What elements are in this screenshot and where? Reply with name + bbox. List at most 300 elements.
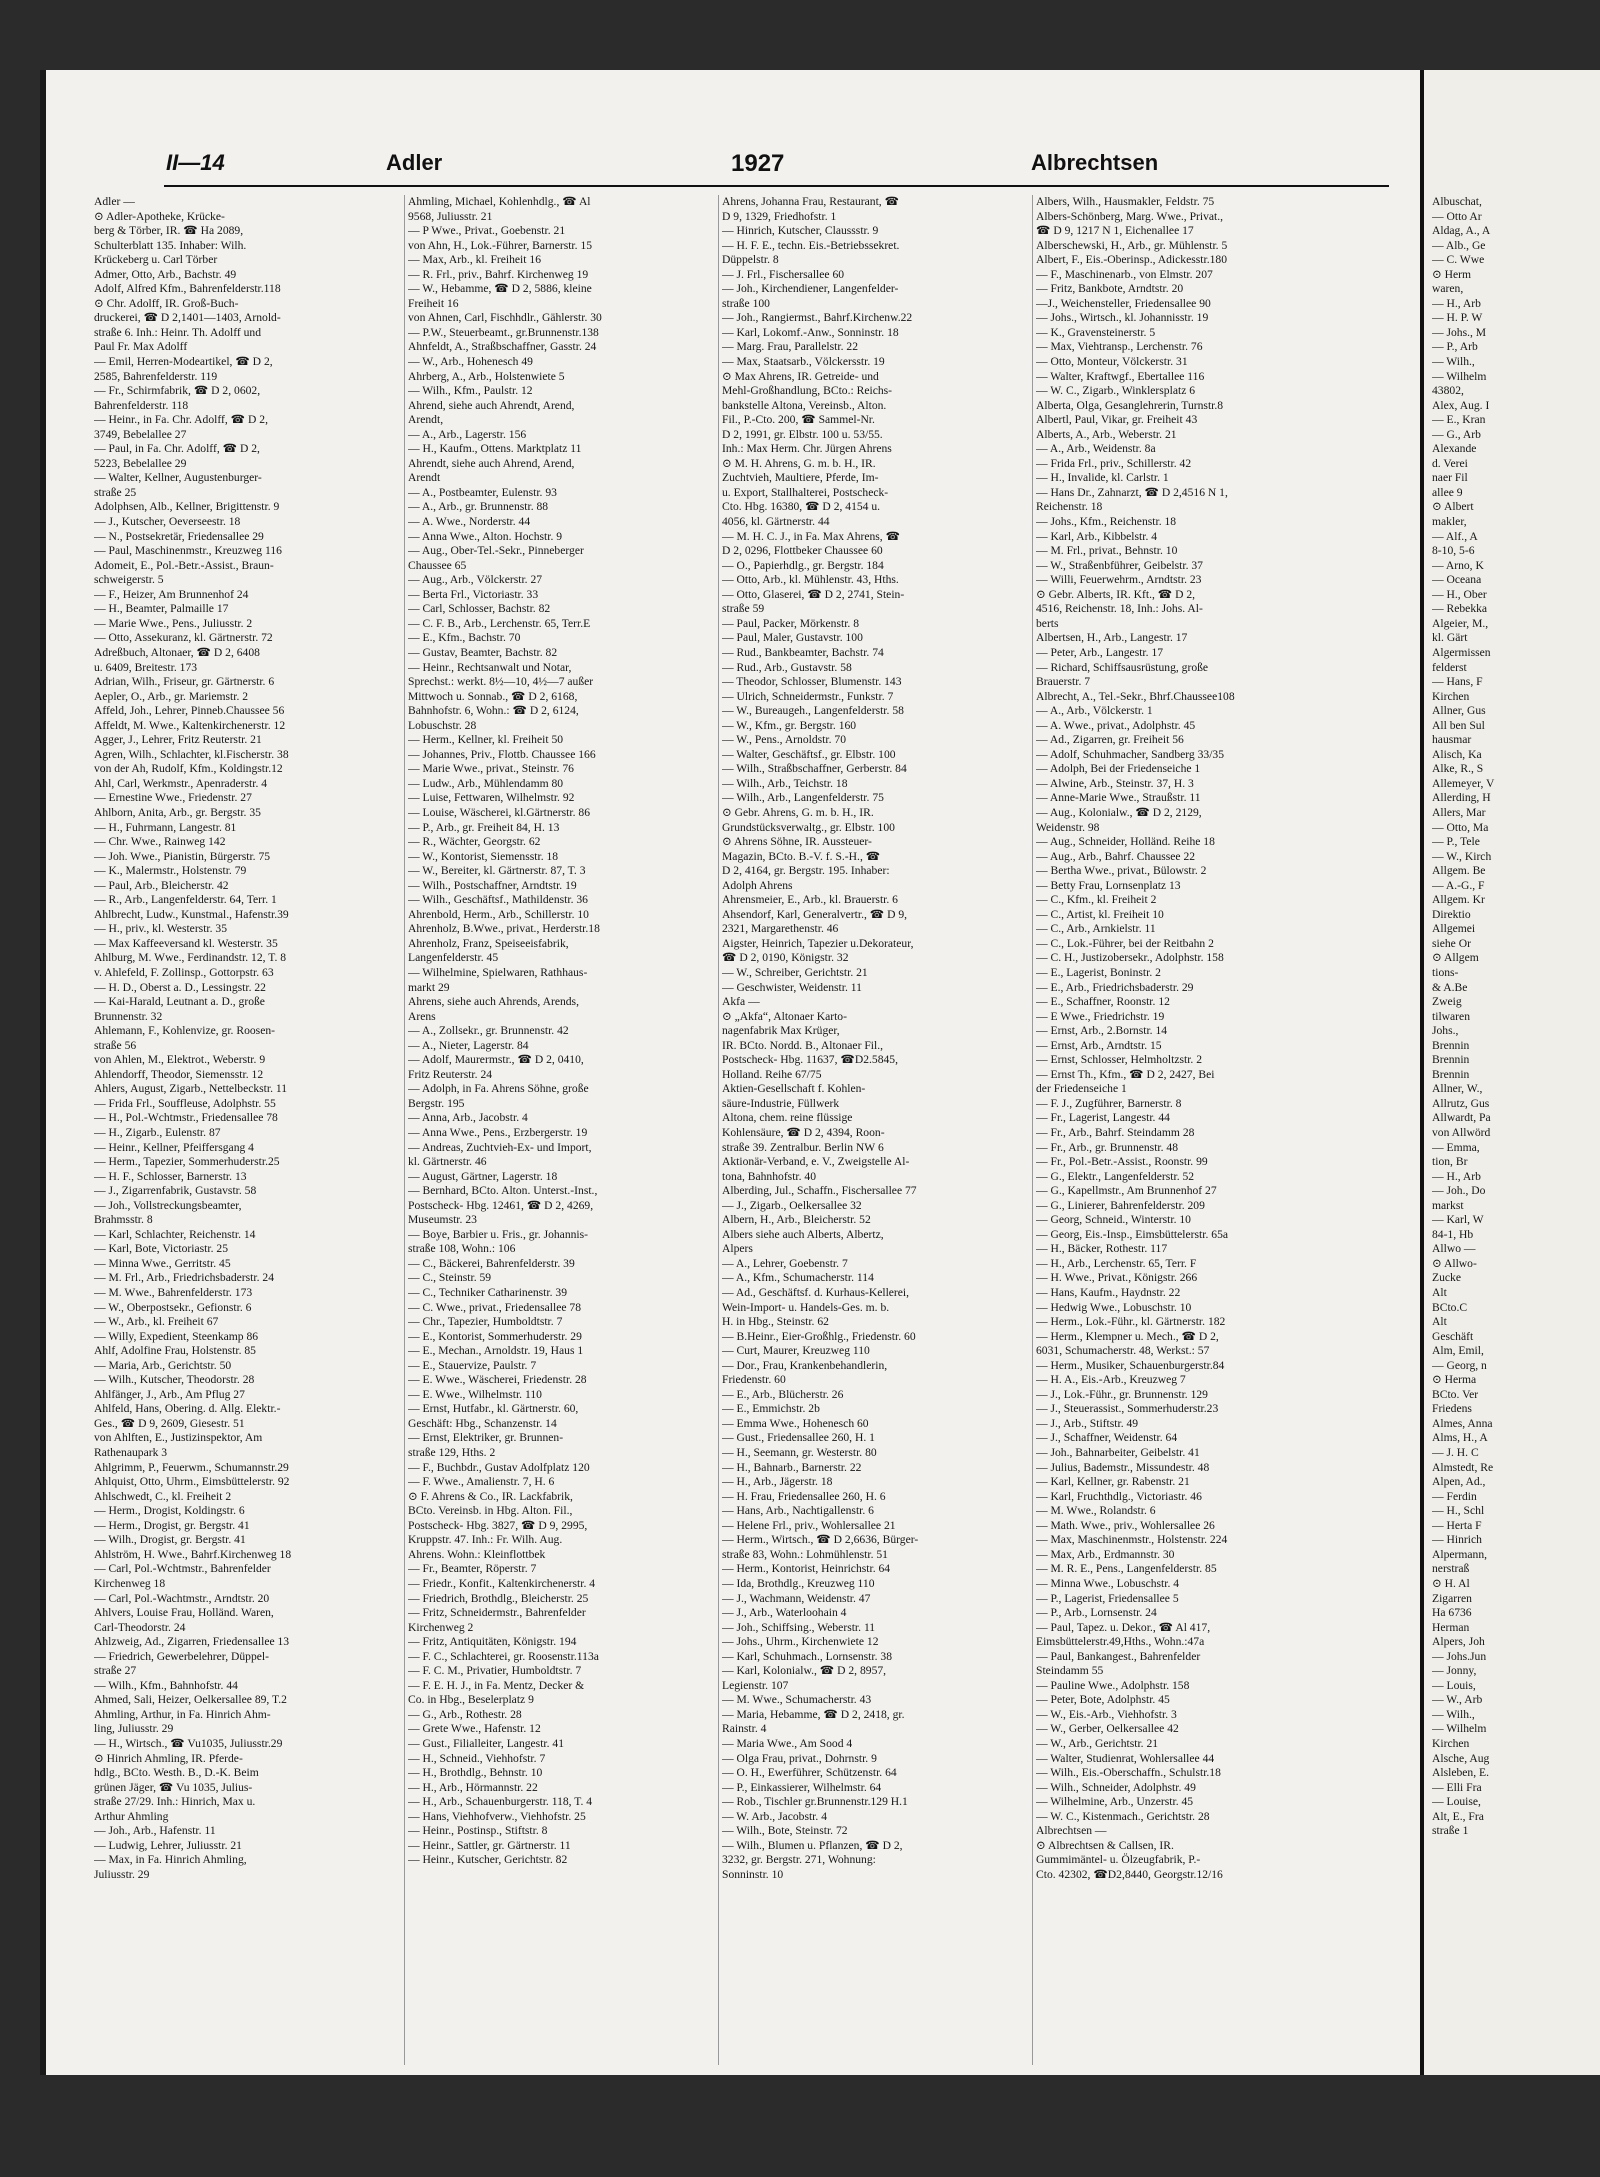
directory-entry-line: markt 29 [408,980,450,994]
directory-entry-line: Sprechst.: werkt. 8½—10, 4½—7 außer [408,675,594,689]
adjacent-entry-fragment: — Rebekka [1432,602,1488,616]
adjacent-entry-fragment: Allrutz, Gus [1432,1096,1490,1110]
directory-entry-line: — Kai-Harald, Leutnant a. D., große [94,995,265,1009]
adjacent-entry-fragment: Alt, E., Fra [1432,1809,1484,1823]
adjacent-page-column [1432,195,1600,1839]
directory-entry-line: — Aug., Arb., Bahrf. Chaussee 22 [1036,849,1196,863]
directory-entry-line: — Otto, Glaserei, ☎ D 2, 2741, Stein- [722,587,905,601]
directory-entry-line: — N., Postsekretär, Friedensallee 29 [94,529,264,543]
directory-entry-line: — Karl, Schuhmach., Lornsenstr. 38 [722,1649,893,1663]
directory-entry-line: Ahrens, Johanna Frau, Restaurant, ☎ [722,195,900,208]
directory-entry-line: — W., Pens., Arnoldstr. 70 [722,733,847,747]
directory-entry-line: — Marie Wwe., Pens., Juliusstr. 2 [94,616,253,630]
directory-entry-line: Postscheck- Hbg. 11637, ☎D2.5845, [722,1053,898,1067]
directory-entry-line: — Marie Wwe., privat., Steinstr. 76 [408,762,574,776]
directory-entry-line: — Helene Frl., priv., Wohlersallee 21 [722,1518,896,1532]
directory-entry-line: — Hans, Arb., Nachtigallenstr. 6 [722,1504,874,1518]
directory-entry-line: Ges., ☎ D 9, 2609, Giesestr. 51 [94,1416,245,1430]
directory-entry-line: 2585, Bahrenfelderstr. 119 [94,369,218,383]
directory-entry-line: Adrian, Wilh., Friseur, gr. Gärtnerstr. 6 [94,675,275,689]
directory-entry-line: Ahlendorff, Theodor, Siemensstr. 12 [94,1067,264,1081]
directory-entry-line: — E., Mechan., Arnoldstr. 19, Haus 1 [408,1344,584,1358]
directory-entry-line: — Wilh., Kfm., Bahnhofstr. 44 [94,1678,238,1692]
directory-entry-line: — Frida Frl., priv., Schillerstr. 42 [1036,456,1192,470]
directory-entry-line: — H., Kaufm., Ottens. Marktplatz 11 [408,442,582,456]
directory-entry-line: — W. Arb., Jacobstr. 4 [722,1809,827,1823]
directory-entry-line: BCto. Vereinsb. in Hbg. Alton. Fil., [408,1504,573,1518]
directory-entry-line: straße 39. Zentralbur. Berlin NW 6 [722,1140,884,1154]
directory-entry-line: — Walter, Studienrat, Wohlersallee 44 [1036,1751,1215,1765]
directory-entry-line: — A., Arb., Lagerstr. 156 [408,427,527,441]
directory-entry-line: — Bertha Wwe., privat., Bülowstr. 2 [1036,864,1207,878]
directory-entry-line: — E Wwe., Friedrichstr. 19 [1036,1009,1165,1023]
directory-entry-line: — K., Malermstr., Holstenstr. 79 [94,864,247,878]
directory-entry-line: — E., Kontorist, Sommerhuderstr. 29 [408,1329,582,1343]
adjacent-entry-fragment: ⊙ H. Al [1432,1576,1470,1590]
directory-entry-line: — Heinr., Rechtsanwalt und Notar, [408,660,572,674]
directory-entry-line: ⊙ M. H. Ahrens, G. m. b. H., IR. [722,456,876,470]
directory-entry-line: — Ernestine Wwe., Friedenstr. 27 [94,791,252,805]
directory-entry-line: — H., Arb., Jägerstr. 18 [722,1475,833,1489]
adjacent-page-edge [1420,70,1600,2075]
directory-entry-line: — Paul, Maler, Gustavstr. 100 [722,631,863,645]
directory-entry-line: — P Wwe., Privat., Goebenstr. 21 [408,224,566,238]
adjacent-entry-fragment: Alsleben, E. [1432,1766,1489,1780]
directory-entry-line: Weidenstr. 98 [1036,820,1100,834]
directory-entry-line: Ahlström, H. Wwe., Bahrf.Kirchenweg 18 [94,1547,292,1561]
directory-entry-line: — Otto, Monteur, Völckerstr. 31 [1036,355,1188,369]
directory-entry-line: — M. Frl., privat., Behnstr. 10 [1036,544,1178,558]
directory-entry-line: — Richard, Schiffsausrüstung, große [1036,660,1209,674]
directory-entry-line: — Minna Wwe., Lobuschstr. 4 [1036,1576,1180,1590]
page-number: II—14 [166,150,225,175]
directory-entry-line: — Johs., Wirtsch., kl. Johannisstr. 19 [1036,311,1209,325]
adjacent-entry-fragment: Allner, Gus [1432,704,1486,718]
adjacent-entry-fragment: Allgemei [1432,922,1476,936]
adjacent-entry-fragment: Allemeyer, V [1432,776,1495,790]
directory-entry-line: — J., Steuerassist., Sommerhuderstr.23 [1036,1402,1219,1416]
directory-entry-line: 2321, Margarethenstr. 46 [722,922,839,936]
directory-entry-line: — W., Kfm., gr. Bergstr. 160 [722,718,857,732]
directory-entry-line: — J., Schaffner, Weidenstr. 64 [1036,1431,1178,1445]
directory-entry-line: — Wilh., Drogist, gr. Bergstr. 41 [94,1533,246,1547]
directory-entry-line: Ahlborn, Anita, Arb., gr. Bergstr. 35 [94,805,261,819]
directory-entry-line: —J., Weichensteller, Friedensallee 90 [1036,296,1211,310]
directory-entry-line: Albers siehe auch Alberts, Albertz, [722,1227,884,1241]
directory-entry-line: Brauerstr. 7 [1036,675,1091,689]
directory-entry-line: — F. C., Schlachterei, gr. Roosenstr.113a [408,1649,599,1663]
directory-entry-line: — Ernst Th., Kfm., ☎ D 2, 2427, Bei [1036,1067,1215,1081]
directory-entry-line: Ahlburg, M. Wwe., Ferdinandstr. 12, T. 8 [94,951,287,965]
directory-entry-line: — Luise, Fettwaren, Wilhelmstr. 92 [408,791,575,805]
directory-entry-line: Albert, F., Eis.-Oberinsp., Adickesstr.180 [1036,253,1227,267]
directory-entry-line: straße 6. Inh.: Heinr. Th. Adolff und [94,325,262,339]
adjacent-entry-fragment: Kirchen [1432,689,1470,703]
directory-entry-line: — Friedrich, Brothdlg., Bleicherstr. 25 [408,1591,589,1605]
directory-entry-line: — Herm., Kontorist, Heinrichstr. 64 [722,1562,891,1576]
directory-entry-line: — Wilh., Kfm., Paulstr. 12 [408,384,533,398]
adjacent-entry-fragment: kl. Gärt [1432,631,1468,645]
adjacent-entry-fragment: ⊙ Herm [1432,267,1472,281]
directory-entry-line: — F. Wwe., Amalienstr. 7, H. 6 [408,1475,555,1489]
directory-entry-line: — Aug., Kolonialw., ☎ D 2, 2129, [1036,805,1202,819]
directory-entry-line: — W., Straßenbführer, Geibelstr. 37 [1036,558,1203,572]
directory-entry-line: — Fr., Lagerist, Langestr. 44 [1036,1111,1170,1125]
directory-entry-line: — Geschwister, Weidenstr. 11 [722,980,862,994]
directory-entry-line: Ahlbrecht, Ludw., Kunstmal., Hafenstr.39 [94,907,289,921]
adjacent-entry-fragment: — Elli Fra [1432,1780,1482,1794]
directory-entry-line: straße 27 [94,1664,137,1678]
directory-entry-line: straße 100 [722,296,770,310]
directory-entry-line: — W., Eis.-Arb., Viehhofstr. 3 [1036,1707,1177,1721]
directory-entry-line: — Aug., Arb., Völckerstr. 27 [408,573,543,587]
adjacent-entry-fragment: Alt [1432,1315,1447,1329]
directory-entry-line: Wein-Import- u. Handels-Ges. m. b. [722,1300,890,1314]
directory-entry-line: — Paul, Arb., Bleicherstr. 42 [94,878,229,892]
adjacent-entry-fragment: ⊙ Allgem [1432,951,1479,965]
directory-entry-line: Albrecht, A., Tel.-Sekr., Bhrf.Chaussee108 [1036,689,1235,703]
directory-entry-line: — C. H., Justizobersekr., Adolphstr. 158 [1036,951,1224,965]
adjacent-entry-fragment: Allgem. Be [1432,864,1486,878]
directory-entry-line: — Friedr., Konfit., Kaltenkirchenerstr. 4 [408,1576,596,1590]
directory-entry-line: — J., Kutscher, Oeverseestr. 18 [94,515,241,529]
directory-entry-line: Ahlvers, Louise Frau, Holländ. Waren, [94,1606,274,1620]
directory-entry-line: Reichenstr. 18 [1036,500,1103,514]
directory-entry-line: D 2, 0296, Flottbeker Chaussee 60 [722,544,883,558]
directory-entry-line: — Johannes, Priv., Flottb. Chaussee 166 [408,747,596,761]
directory-entry-line: Kirchenweg 2 [408,1620,474,1634]
directory-entry-line: Bergstr. 195 [408,1096,465,1110]
adjacent-entry-fragment: & A.Be [1432,980,1468,994]
adjacent-entry-fragment: — Joh., Do [1432,1184,1486,1198]
directory-entry-line: straße 56 [94,1038,137,1052]
directory-entry-line: — H., Zigarb., Eulenstr. 87 [94,1126,221,1139]
directory-entry-line: — Fritz, Bankbote, Arndtstr. 20 [1036,282,1184,296]
adjacent-entry-fragment: — Wilhelm [1432,369,1487,383]
directory-entry-line: Ahlfeld, Hans, Obering. d. Allg. Elektr.- [94,1402,281,1416]
directory-entry-line: — E. Wwe., Wäscherei, Friedenstr. 28 [408,1373,587,1387]
directory-entry-line: — W., Arb., kl. Freiheit 67 [94,1315,219,1329]
directory-entry-line: Bahnhofstr. 6, Wohn.: ☎ D 2, 6124, [408,704,579,718]
adjacent-entry-fragment: Albuschat, [1432,195,1482,208]
directory-entry-line: Aepler, O., Arb., gr. Mariemstr. 2 [94,689,249,703]
directory-entry-line: — H., Seemann, gr. Westerstr. 80 [722,1446,877,1460]
adjacent-entry-fragment: Almes, Anna [1432,1416,1493,1430]
directory-entry-line: — F. E. H. J., in Fa. Mentz, Decker & [408,1678,585,1692]
directory-entry-line: 9568, Juliusstr. 21 [408,209,493,223]
directory-entry-line: — G., Arb., Rothestr. 28 [408,1707,522,1721]
directory-entry-line: — Walter, Geschäftsf., gr. Elbstr. 100 [722,747,896,761]
directory-entry-line: — E., Arb., Friedrichsbaderstr. 29 [1036,980,1194,994]
directory-entry-line: — Aug., Schneider, Holländ. Reihe 18 [1036,835,1215,849]
header-last-entry: Albrechtsen [1031,150,1159,175]
directory-entry-line: — P., Einkassierer, Wilhelmstr. 64 [722,1780,882,1794]
directory-entry-line: ⊙ F. Ahrens & Co., IR. Lackfabrik, [408,1489,573,1503]
directory-entry-line: Alberschewski, H., Arb., gr. Mühlenstr. 5 [1036,238,1228,252]
adjacent-entry-fragment: — Johs., M [1432,325,1487,339]
directory-entry-line: — W., Bereiter, kl. Gärtnerstr. 87, T. 3 [408,864,586,878]
adjacent-entry-fragment: Alke, R., S [1432,762,1484,776]
adjacent-entry-fragment: Johs., [1432,1024,1459,1038]
adjacent-entry-fragment: ⊙ Albert [1432,500,1474,514]
column-3 [722,195,1034,2075]
adjacent-entry-fragment: Allgem. Kr [1432,893,1485,907]
directory-entry-line: — Adolph, in Fa. Ahrens Söhne, große [408,1082,589,1096]
directory-entry-line: — Julius, Bademstr., Missundestr. 48 [1036,1460,1210,1474]
directory-entry-line: — H., priv., kl. Westerstr. 35 [94,922,228,936]
directory-entry-line: — Hinrich, Kutscher, Claussstr. 9 [722,224,879,238]
directory-entry-line: — Willi, Feuerwehrm., Arndtstr. 23 [1036,573,1202,587]
adjacent-entry-fragment: — H., Arb [1432,1169,1481,1183]
adjacent-entry-fragment: siehe Or [1432,936,1471,950]
directory-entry-line: — C., Techniker Catharinenstr. 39 [408,1286,567,1300]
directory-entry-line: — Maria, Hebamme, ☎ D 2, 2418, gr. [722,1707,905,1721]
directory-entry-line: — F., Maschinenarb., von Elmstr. 207 [1036,267,1213,281]
adjacent-entry-fragment: Alexande [1432,442,1477,456]
adjacent-entry-fragment: All ben Sul [1432,718,1485,732]
directory-entry-line: Fritz Reuterstr. 24 [408,1067,493,1081]
adjacent-entry-fragment: Geschäft [1432,1329,1474,1343]
column-divider [1032,195,1033,2065]
directory-entry-line: — Ida, Brothdlg., Kreuzweg 110 [722,1576,875,1590]
directory-entry-line: — Rud., Arb., Gustavstr. 58 [722,660,852,674]
directory-entry-line: straße 59 [722,602,765,616]
directory-entry-line: von Ahlen, M., Elektrot., Weberstr. 9 [94,1053,266,1067]
directory-entry-line: — Max, Arb., kl. Freiheit 16 [408,253,541,267]
directory-entry-line: von Ahlften, E., Justizinspektor, Am [94,1431,263,1445]
directory-entry-line: — H. Wwe., Privat., Königstr. 266 [1036,1271,1198,1285]
directory-entry-line: — A. Wwe., privat., Adolphstr. 45 [1036,718,1196,732]
directory-entry-line: — R., Wächter, Georgstr. 62 [408,835,541,849]
adjacent-entry-fragment: Algermissen [1432,645,1491,659]
directory-entry-line: — Joh., Bahnarbeiter, Geibelstr. 41 [1036,1446,1200,1460]
directory-entry-line: — Carl, Schlosser, Bachstr. 82 [408,602,551,616]
directory-entry-line: — Carl, Pol.-Wchtmstr., Bahrenfelder [94,1562,271,1576]
directory-entry-line: Ahlgrimm, P., Feuerwm., Schumannstr.29 [94,1460,289,1474]
directory-entry-line: — Max, Viehtransp., Lerchenstr. 76 [1036,340,1203,354]
directory-entry-line: — Karl, Schlachter, Reichenstr. 14 [94,1227,256,1241]
directory-entry-line: — Ernst, Arb., 2.Bornstr. 14 [1036,1024,1168,1038]
directory-entry-line: — R., Arb., Langenfelderstr. 64, Terr. 1 [94,893,277,907]
adjacent-entry-fragment: — P., Arb [1432,340,1478,354]
directory-entry-line: D 2, 1991, gr. Elbstr. 100 u. 53/55. [722,427,883,441]
directory-entry-line: straße 129, Hths. 2 [408,1446,496,1460]
adjacent-entry-fragment: tions- [1432,965,1459,979]
directory-entry-line: Freiheit 16 [408,296,459,310]
directory-entry-line: Kirchenweg 18 [94,1576,166,1590]
directory-entry-line: Alberts, A., Arb., Weberstr. 21 [1036,427,1177,441]
directory-entry-line: — J., Zigarrenfabrik, Gustavstr. 58 [94,1184,257,1198]
directory-entry-line: — Heinr., Kellner, Pfeiffersgang 4 [94,1140,254,1154]
directory-entry-line: — W., Gerber, Oelkersallee 42 [1036,1722,1179,1736]
directory-entry-line: Postscheck- Hbg. 3827, ☎ D 9, 2995, [408,1518,588,1532]
directory-entry-line: — Wilh., Arb., Langenfelderstr. 75 [722,791,884,805]
directory-entry-line: Adler — [94,195,135,208]
adjacent-entry-fragment: straße 1 [1432,1824,1469,1838]
directory-entry-line: — Math. Wwe., priv., Wohlersallee 26 [1036,1518,1215,1532]
directory-entry-line: — Max, in Fa. Hinrich Ahmling, [94,1853,247,1867]
directory-entry-line: druckerei, ☎ D 2,1401—1403, Arnold- [94,311,281,325]
adjacent-entry-fragment: — H. P. W [1432,311,1483,325]
directory-entry-line: — Herm., Lok.-Führ., kl. Gärtnerstr. 182 [1036,1315,1226,1329]
adjacent-entry-fragment: tilwaren [1432,1009,1470,1023]
directory-entry-line: — Rob., Tischler gr.Brunnenstr.129 H.1 [722,1795,908,1809]
adjacent-entry-fragment: — W., Arb [1432,1693,1483,1707]
directory-entry-line: Rathenaupark 3 [94,1446,168,1460]
directory-entry-line: — Max, Maschinenmstr., Holstenstr. 224 [1036,1533,1228,1547]
directory-entry-line: — H., Fuhrmann, Langestr. 81 [94,820,237,834]
adjacent-entry-fragment: — Oceana [1432,573,1482,587]
directory-entry-line: — Karl, Fruchthdlg., Victoriastr. 46 [1036,1489,1202,1503]
directory-entry-line: Ahrens, siehe auch Ahrends, Arends, [408,995,579,1009]
directory-entry-line: — H., Arb., Schauenburgerstr. 118, T. 4 [408,1795,593,1809]
directory-entry-line: — Minna Wwe., Gerritstr. 45 [94,1256,231,1270]
directory-entry-line: — Herm., Drogist, Koldingstr. 6 [94,1504,245,1518]
directory-entry-line: — F. C. M., Privatier, Humboldtstr. 7 [408,1664,582,1678]
directory-entry-line: Adolph Ahrens [722,878,793,892]
directory-entry-line: von Ahn, H., Lok.-Führer, Barnerstr. 15 [408,238,593,252]
directory-entry-line: — W., Hebamme, ☎ D 2, 5886, kleine [408,282,592,296]
directory-entry-line: Ahlers, August, Zigarb., Nettelbeckstr. 11 [94,1082,288,1096]
directory-entry-line: Lobuschstr. 28 [408,718,477,732]
directory-entry-line: Brunnenstr. 32 [94,1009,163,1023]
directory-entry-line: — E., Emmichstr. 2b [722,1402,820,1416]
directory-entry-line: — Anna, Arb., Jacobstr. 4 [408,1111,528,1125]
directory-entry-line: Ahmed, Sali, Heizer, Oelkersallee 89, T.2 [94,1693,287,1707]
directory-entry-line: — J., Arb., Stiftstr. 49 [1036,1416,1139,1430]
directory-entry-line: — Boye, Barbier u. Fris., gr. Johannis- [408,1227,589,1241]
header-year: 1927 [731,150,785,177]
directory-entry-line: — J., Wachmann, Weidenstr. 47 [722,1591,871,1605]
directory-entry-line: — Betty Frau, Lornsenplatz 13 [1036,878,1181,892]
adjacent-entry-fragment: — Johs.Jun [1432,1649,1487,1663]
header-first-entry: Adler [386,150,443,175]
directory-entry-line: Ahrendt, siehe auch Ahrend, Arend, [408,456,575,470]
directory-entry-line: ⊙ Chr. Adolff, IR. Groß-Buch- [94,296,239,310]
directory-entry-line: — W., Arb., Gerichtstr. 21 [1036,1736,1159,1750]
directory-entry-line: — H., Bäcker, Rothestr. 117 [1036,1242,1168,1256]
adjacent-entry-fragment: Alms, H., A [1432,1431,1488,1445]
directory-entry-line: — G., Kapellmstr., Am Brunnenhof 27 [1036,1184,1217,1198]
directory-entry-line: — Maria, Arb., Gerichtstr. 50 [94,1358,232,1372]
adjacent-entry-fragment: — W., Kirch [1432,849,1492,863]
directory-entry-line: Adolf, Alfred Kfm., Bahrenfelderstr.118 [94,282,281,296]
adjacent-entry-fragment: — H., Ober [1432,587,1487,601]
directory-entry-line: Langenfelderstr. 45 [408,951,499,965]
directory-entry-line: — Peter, Arb., Langestr. 17 [1036,645,1164,659]
adjacent-entry-fragment: Allwardt, Pa [1432,1111,1491,1125]
directory-entry-line: — Gust., Friedensallee 260, H. 1 [722,1431,875,1445]
directory-entry-line: — A., Nieter, Lagerstr. 84 [408,1038,529,1052]
directory-entry-line: — Grete Wwe., Hafenstr. 12 [408,1722,541,1736]
directory-entry-line: — Pauline Wwe., Adolphstr. 158 [1036,1678,1190,1692]
directory-entry-line: — Fr., Beamter, Röperstr. 7 [408,1562,537,1576]
directory-entry-line: — Herm., Tapezier, Sommerhuderstr.25 [94,1155,280,1169]
directory-entry-line: — Ludwig, Lehrer, Juliusstr. 21 [94,1838,242,1852]
directory-entry-line: D 2, 4164, gr. Bergstr. 195. Inhaber: [722,864,890,878]
adjacent-entry-fragment: — A.-G., F [1432,878,1485,892]
adjacent-entry-fragment: — P., Tele [1432,835,1480,849]
adjacent-entry-fragment: Alpermann, [1432,1547,1488,1561]
directory-entry-line: — M. Frl., Arb., Friedrichsbaderstr. 24 [94,1271,275,1285]
directory-entry-line: Arendt, [408,413,444,427]
adjacent-entry-fragment: — Ferdin [1432,1489,1477,1503]
directory-entry-line: — H. F., Schlosser, Barnerstr. 13 [94,1169,247,1183]
directory-entry-line: u. Export, Stallhalterei, Postscheck- [722,485,889,499]
directory-entry-line: — C., Kfm., kl. Freiheit 2 [1036,893,1157,907]
directory-entry-line: — A., Arb., Weidenstr. 8a [1036,442,1156,456]
directory-entry-line: — W., Arb., Hohenesch 49 [408,355,533,369]
adjacent-entry-fragment: ⊙ Herma [1432,1373,1477,1387]
directory-entry-line: — Maria Wwe., Am Sood 4 [722,1736,853,1750]
directory-entry-line: Ahl, Carl, Werkmstr., Apenraderstr. 4 [94,776,268,790]
directory-entry-line: — Wilh., Kutscher, Theodorstr. 28 [94,1373,255,1387]
directory-entry-line: Agger, J., Lehrer, Fritz Reuterstr. 21 [94,733,262,747]
directory-entry-line: — Karl, Bote, Victoriastr. 25 [94,1242,229,1256]
directory-entry-line: — H., Bahnarb., Barnerstr. 22 [722,1460,862,1474]
directory-entry-line: Albers, Wilh., Hausmakler, Feldstr. 75 [1036,195,1215,208]
adjacent-entry-fragment: felderst [1432,660,1467,674]
directory-entry-line: ⊙ Hinrich Ahmling, IR. Pferde- [94,1751,243,1765]
directory-entry-line: Düppelstr. 8 [722,253,779,267]
directory-entry-line: — W., Bureaugeh., Langenfelderstr. 58 [722,704,904,718]
directory-entry-line: nagenfabrik Max Krüger, [722,1024,840,1038]
directory-entry-line: — B.Heinr., Eier-Großhlg., Friedenstr. 60 [722,1329,916,1343]
directory-entry-line: — Anne-Marie Wwe., Straußstr. 11 [1036,791,1201,805]
directory-page [40,70,1421,2075]
directory-entry-line: — H., Beamter, Palmaille 17 [94,602,229,616]
directory-entry-line: — O. H., Ewerführer, Schützenstr. 64 [722,1766,897,1780]
directory-entry-line: Co. in Hbg., Beselerplatz 9 [408,1693,534,1707]
directory-entry-line: — W. C., Kistenmach., Gerichtstr. 28 [1036,1809,1210,1823]
adjacent-entry-fragment: — G., Arb [1432,427,1481,441]
directory-entry-line: — C., Lok.-Führer, bei der Reitbahn 2 [1036,936,1214,950]
directory-entry-line: — Otto, Arb., kl. Mühlenstr. 43, Hths. [722,573,899,587]
directory-entry-line: — P., Arb., Lornsenstr. 24 [1036,1606,1157,1620]
directory-entry-line: — Herm., Kellner, kl. Freiheit 50 [408,733,564,747]
directory-entry-line: Ahlschwedt, C., kl. Freiheit 2 [94,1489,232,1503]
adjacent-entry-fragment: tion, Br [1432,1155,1468,1169]
directory-entry-line: 3232, gr. Bergstr. 271, Wohnung: [722,1853,876,1867]
adjacent-entry-fragment: — Otto, Ma [1432,820,1489,834]
directory-entry-line: Ahmling, Michael, Kohlenhdlg., ☎ Al [408,195,591,208]
directory-entry-line: H. in Hbg., Steinstr. 62 [722,1315,829,1329]
adjacent-entry-fragment: — J. H. C [1432,1446,1479,1460]
directory-entry-line: — A., Kfm., Schumacherstr. 114 [722,1271,874,1285]
directory-entry-line: Aktien-Gesellschaft f. Kohlen- [722,1082,866,1096]
directory-entry-line: — Theodor, Schlosser, Blumenstr. 143 [722,675,902,689]
directory-entry-line: — E., Arb., Blücherstr. 26 [722,1387,844,1401]
directory-entry-line: — C., Bäckerei, Bahrenfelderstr. 39 [408,1256,575,1270]
directory-entry-line: — J. Frl., Fischersallee 60 [722,267,845,281]
directory-entry-line: — Anna Wwe., Pens., Erzbergerstr. 19 [408,1126,588,1139]
adjacent-entry-fragment: — Hans, F [1432,675,1483,689]
directory-entry-line: straße 27/29. Inh.: Hinrich, Max u. [94,1795,256,1809]
adjacent-entry-fragment: Brennin [1432,1053,1470,1067]
directory-entry-line: Eimsbüttelerstr.49,Hths., Wohn.:47a [1036,1635,1205,1649]
directory-entry-line: — Herm., Wirtsch., ☎ D 2,6636, Bürger- [722,1533,919,1547]
directory-entry-line: hdlg., BCto. Westh. B., D.-K. Beim [94,1766,259,1780]
adjacent-entry-fragment: ⊙ Allwo- [1432,1256,1477,1270]
directory-entry-line: 4056, kl. Gärtnerstr. 44 [722,515,830,529]
directory-entry-line: Admer, Otto, Arb., Bachstr. 49 [94,267,237,281]
directory-entry-line: — H., Schneid., Viehhofstr. 7 [408,1751,546,1765]
directory-entry-line: — Ulrich, Schneidermstr., Funkstr. 7 [722,689,894,703]
directory-entry-line: ☎ D 2, 0190, Königstr. 32 [722,951,849,965]
adjacent-entry-fragment: — Karl, W [1432,1213,1484,1227]
directory-entry-line: straße 25 [94,485,137,499]
column-divider [718,195,719,2065]
